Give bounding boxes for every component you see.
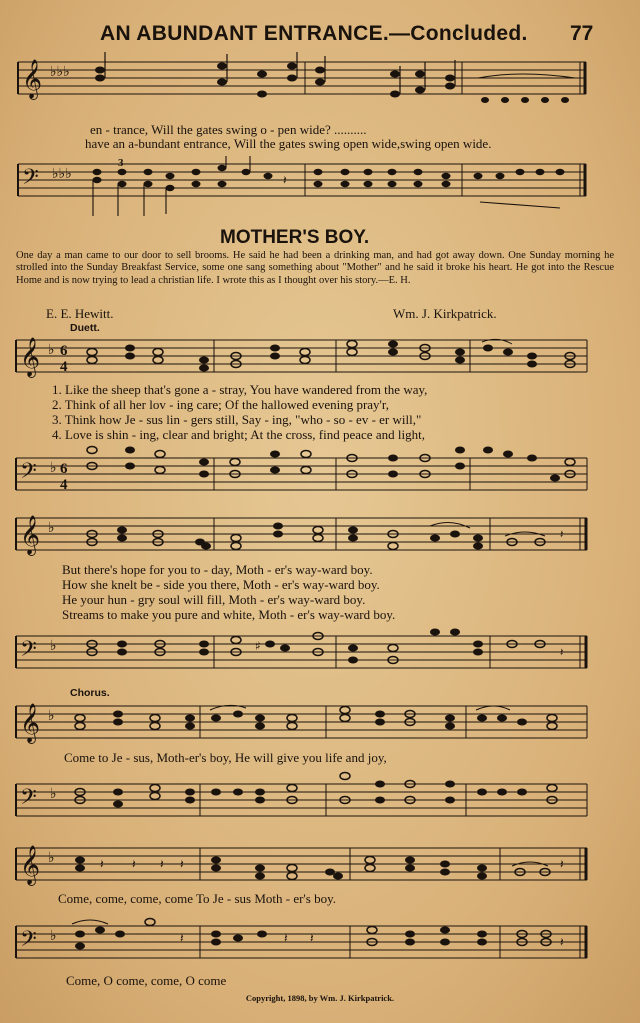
hymn-title: MOTHER'S BOY.	[220, 227, 370, 248]
svg-text:𝄢: 𝄢	[20, 459, 37, 489]
page-number: 77	[570, 22, 594, 45]
svg-text:𝄽: 𝄽	[560, 935, 564, 949]
page-header-title: AN ABUNDANT ENTRANCE.—Concluded.	[100, 22, 528, 45]
svg-text:𝄽: 𝄽	[100, 857, 104, 871]
svg-text:𝄞: 𝄞	[20, 515, 41, 555]
verse-line-2b: How she knelt be - side you there, Moth - er's way-ward boy.	[62, 577, 380, 592]
svg-text:𝄽: 𝄽	[160, 857, 164, 871]
svg-text:𝄽: 𝄽	[180, 931, 184, 945]
svg-text:4: 4	[60, 477, 68, 493]
svg-text:𝄞: 𝄞	[22, 59, 43, 99]
svg-text:𝄽: 𝄽	[560, 528, 564, 541]
staff-system-2-treble	[0, 330, 640, 385]
svg-text:𝄢: 𝄢	[22, 165, 39, 195]
svg-text:♭♭♭: ♭♭♭	[52, 166, 72, 182]
svg-text:♭: ♭	[48, 850, 55, 866]
staff-system-1-bass	[0, 156, 640, 226]
staff-system-4-bass	[0, 770, 640, 825]
svg-text:𝄢: 𝄢	[20, 785, 37, 815]
svg-text:♭: ♭	[50, 786, 57, 802]
svg-text:♭: ♭	[50, 460, 57, 476]
svg-text:♭: ♭	[50, 928, 57, 944]
copyright-notice: Copyright, 1898, by Wm. J. Kirkpatrick.	[245, 993, 395, 1003]
svg-text:3: 3	[118, 157, 124, 169]
svg-text:𝄽: 𝄽	[180, 857, 184, 871]
svg-text:𝄞: 𝄞	[20, 703, 41, 743]
verse-line-1b: But there's hope for you to - day, Moth - er's way-ward boy.	[62, 562, 373, 577]
svg-text:𝄽: 𝄽	[132, 857, 136, 871]
chorus-lyric-line-2: Come, come, come, come To Je - sus Moth - er's boy.	[58, 891, 336, 906]
prev-hymn-lyric-line-1: en - trance, Will the gates swing o - pen wide? ..........	[90, 122, 367, 137]
verse-line-4a: 4. Love is shin - ing, clear and bright; At the cross, find peace and light,	[52, 427, 425, 442]
hymn-story: One day a man came to our door to sell brooms. He said he had been a drinking man, and had got away down. One Sunday morning he strolled into the Sunday Breakfast Service, some one sang something about "Mother" and he said it broke his heart. He got into the Rescue Home and is now trying to lead a christian life. I wrote this as I thought over his story.—E. H.	[16, 250, 614, 286]
prev-hymn-lyric-line-2: have an a-bundant entrance, Will the gates swing open wide,swing open wide.	[85, 136, 492, 151]
staff-system-4-treble	[0, 696, 640, 751]
verse-line-3b: He your hun - gry soul will fill, Moth - er's way-ward boy.	[62, 592, 366, 607]
svg-text:♯: ♯	[255, 639, 261, 653]
verse-line-3a: 3. Think how Je - sus lin - gers still, Say - ing, "who - so - ev - er will,"	[52, 412, 422, 427]
svg-text:𝄞: 𝄞	[20, 845, 41, 885]
svg-text:𝄽: 𝄽	[560, 646, 564, 659]
svg-text:♭: ♭	[50, 638, 57, 654]
svg-text:𝄞: 𝄞	[20, 337, 41, 377]
svg-text:𝄽: 𝄽	[283, 173, 287, 187]
verse-line-2a: 2. Think of all her lov - ing care; Of the hallowed evening pray'r,	[52, 397, 389, 412]
svg-text:♭♭♭: ♭♭♭	[50, 64, 70, 80]
svg-text:6: 6	[60, 343, 68, 359]
staff-system-3-bass	[0, 622, 640, 682]
staff-system-1-treble	[0, 52, 640, 112]
svg-text:𝄽: 𝄽	[560, 857, 564, 871]
chorus-label: Chorus.	[70, 687, 110, 699]
svg-text:𝄽: 𝄽	[310, 931, 314, 945]
verse-line-1a: 1. Like the sheep that's gone a - stray, You have wandered from the way,	[52, 382, 428, 397]
svg-text:♭: ♭	[48, 342, 55, 358]
svg-text:𝄢: 𝄢	[20, 637, 37, 667]
staff-system-5-treble	[0, 838, 640, 893]
chorus-lyric-line-3: Come, O come, come, O come	[66, 973, 227, 988]
composer-credit: Wm. J. Kirkpatrick.	[393, 306, 497, 321]
svg-text:6: 6	[60, 461, 68, 477]
svg-text:4: 4	[60, 359, 68, 375]
duet-label: Duett.	[70, 322, 100, 334]
staff-system-2-bass	[0, 444, 640, 504]
staff-system-5-bass	[0, 912, 640, 982]
svg-text:♭: ♭	[48, 520, 55, 536]
verse-line-4b: Streams to make you pure and white, Moth - er's way-ward boy.	[62, 607, 396, 622]
chorus-lyric-line-1: Come to Je - sus, Moth-er's boy, He will give you life and joy,	[64, 750, 387, 765]
svg-text:𝄢: 𝄢	[20, 927, 37, 957]
staff-system-3-treble	[0, 508, 640, 563]
lyricist-credit: E. E. Hewitt.	[46, 306, 114, 321]
svg-text:𝄽: 𝄽	[284, 931, 288, 945]
svg-text:♭: ♭	[48, 708, 55, 724]
